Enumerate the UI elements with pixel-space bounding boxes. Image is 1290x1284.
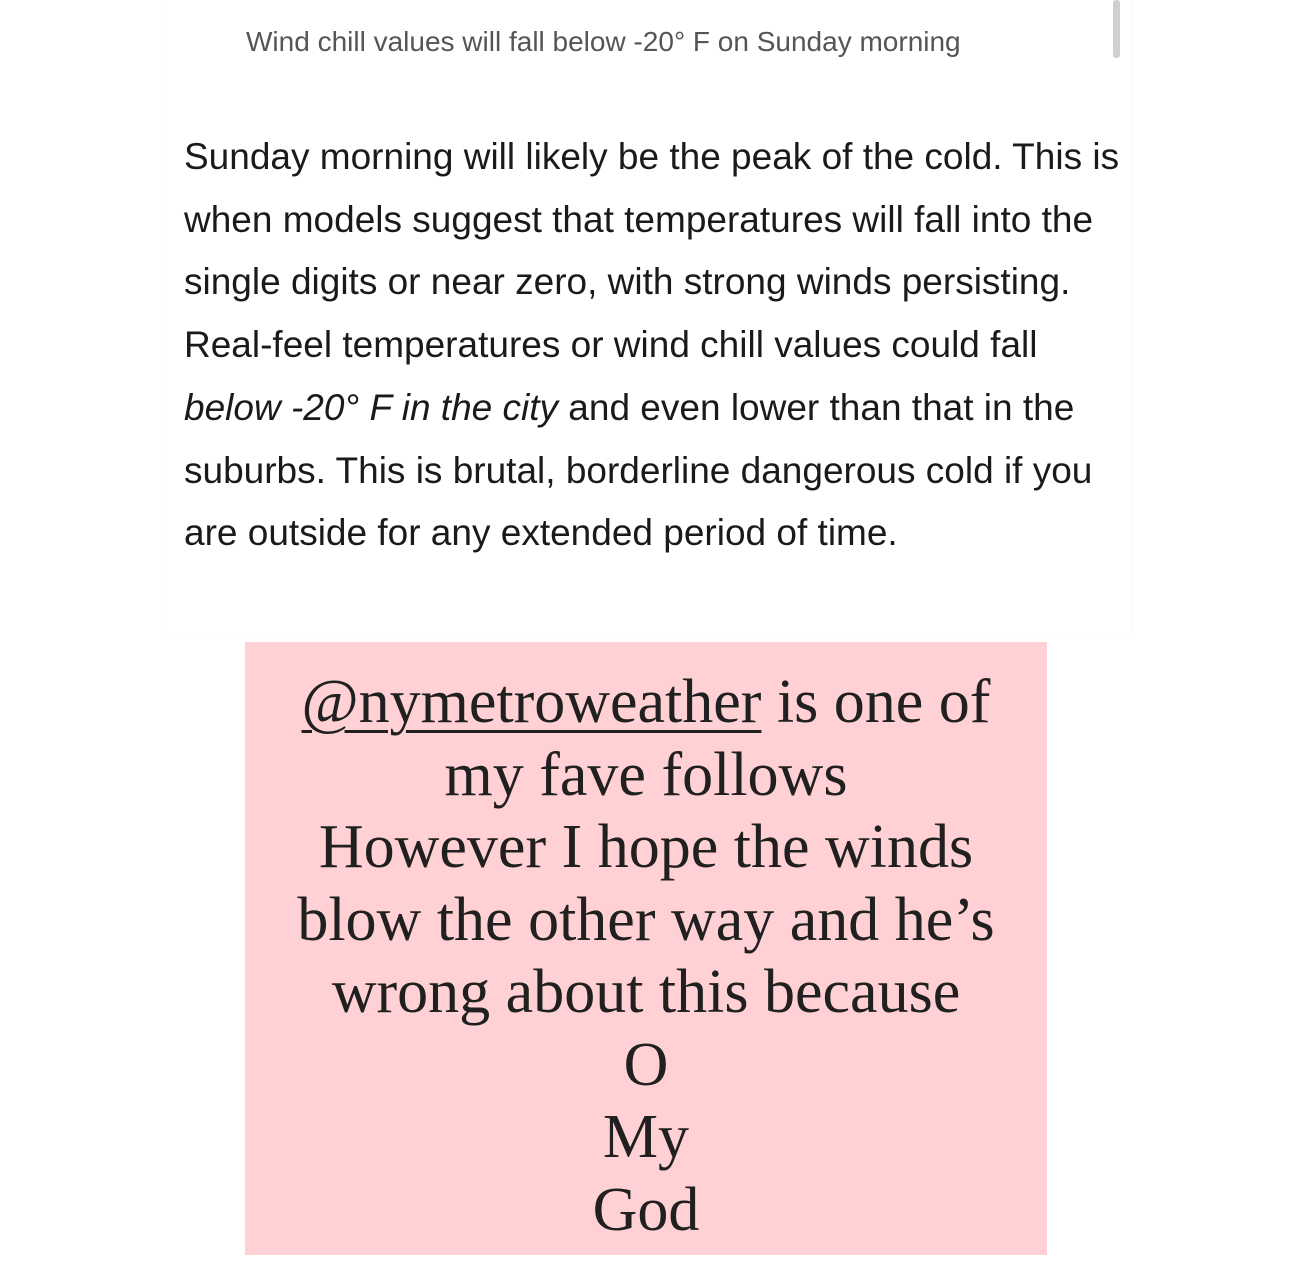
- overlay-line-1-rest: is one of: [761, 668, 991, 736]
- paragraph-text-start: Sunday morning will likely be the peak of the cold. This is when models suggest that temperatures will fall into the single digits or near zero, with strong winds persisting. Real-feel temperatures or wind chill values could fall: [184, 136, 1120, 366]
- overlay-line-5: wrong about this because: [331, 958, 961, 1026]
- paragraph-text-end: and even lower than that in the suburbs. This is brutal, borderline dangerous cold if you are outside for any extended period of time.: [184, 386, 1093, 554]
- overlay-line-7: My: [602, 1103, 690, 1171]
- overlay-line-4: blow the other way and he’s: [297, 885, 995, 954]
- scrollbar-thumb[interactable]: [1113, 0, 1120, 58]
- paragraph-italic-text: below -20° F in the city: [184, 386, 559, 428]
- overlay-line-8: God: [592, 1175, 700, 1244]
- user-mention-link[interactable]: @nymetroweather: [301, 668, 762, 736]
- image-caption: Wind chill values will fall below -20° F on Sunday morning: [246, 26, 961, 57]
- overlay-line-2: my fave follows: [444, 740, 848, 809]
- overlay-text-block: [245, 666, 1047, 1246]
- story-text-overlay: [245, 642, 1047, 1255]
- overlay-line-3: However I hope the winds: [318, 813, 974, 881]
- overlay-line-6: O: [623, 1030, 669, 1099]
- article-card: [166, 0, 1132, 632]
- overlay-line-1: [245, 666, 1047, 739]
- article-paragraph: [184, 126, 1124, 565]
